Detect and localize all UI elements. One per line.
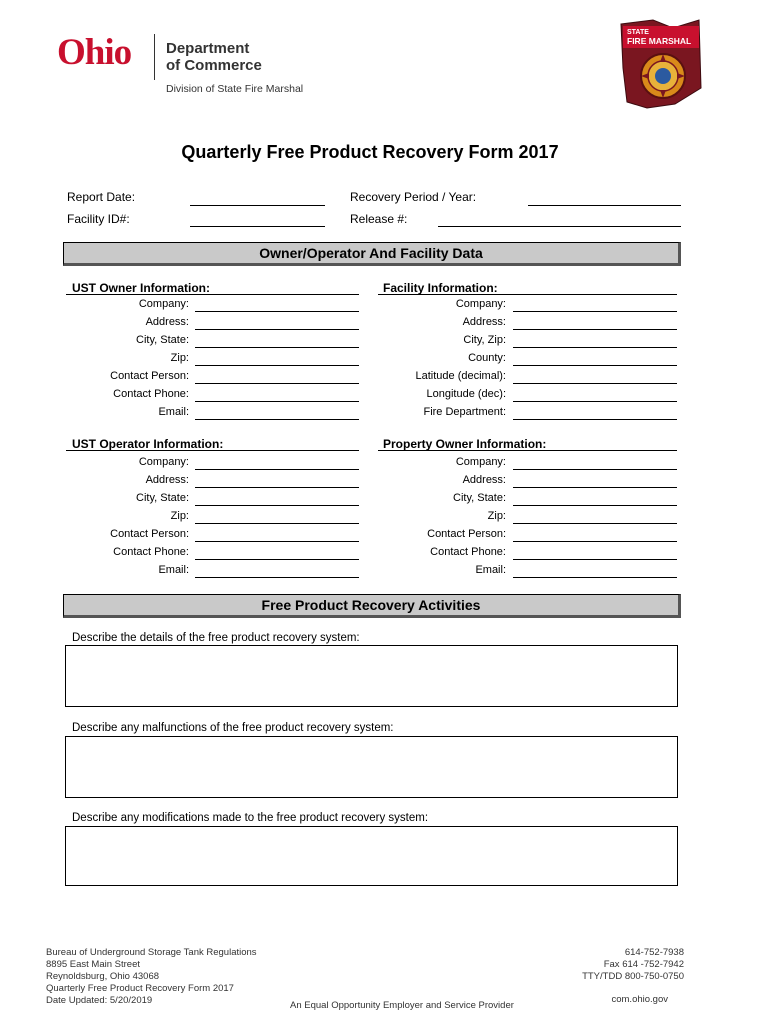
footer-bureau: Bureau of Underground Storage Tank Regulations: [46, 947, 257, 958]
ust-owner-phone-label: Contact Phone:: [113, 388, 189, 400]
ust-owner-contact-label: Contact Person:: [110, 370, 189, 382]
release-label: Release #:: [350, 212, 408, 226]
facility-latitude-label: Latitude (decimal):: [415, 370, 506, 382]
property-owner-contact-field[interactable]: [513, 541, 677, 542]
ust-owner-email-field[interactable]: [195, 419, 359, 420]
facility-county-field[interactable]: [513, 365, 677, 366]
ust-operator-heading-rule: [66, 450, 359, 451]
property-owner-email-label: Email:: [475, 564, 506, 576]
ust-operator-contact-label: Contact Person:: [110, 528, 189, 540]
ust-owner-company-label: Company:: [138, 298, 189, 310]
ust-operator-address-label: Address:: [145, 474, 189, 486]
property-owner-zip-field[interactable]: [513, 523, 677, 524]
property-owner-phone-field[interactable]: [513, 559, 677, 560]
facility-address-field[interactable]: [513, 329, 677, 330]
property-owner-company-label: Company:: [455, 456, 506, 468]
facility-id-label: Facility ID#:: [67, 212, 130, 226]
form-title: Quarterly Free Product Recovery Form 2017: [181, 142, 559, 162]
ust-owner-address-label: Address:: [145, 316, 189, 328]
section-recovery-activities-title: Free Product Recovery Activities: [63, 594, 681, 618]
property-owner-company-field[interactable]: [513, 469, 677, 470]
logo-divider: [154, 34, 155, 80]
ust-owner-email-label: Email:: [158, 406, 189, 418]
modifications-label: Describe any modifications made to the free product recovery system:: [72, 812, 429, 824]
seal-top-text: STATE: [627, 29, 649, 36]
modifications-textbox[interactable]: [65, 826, 678, 886]
recovery-details-textbox[interactable]: [65, 645, 678, 707]
property-owner-email-field[interactable]: [513, 577, 677, 578]
ust-operator-email-field[interactable]: [195, 577, 359, 578]
property-owner-address-field[interactable]: [513, 487, 677, 488]
footer-date-updated: Date Updated: 5/20/2019: [46, 995, 153, 1006]
seal-main-text: FIRE MARSHAL: [627, 36, 692, 46]
recovery-details-label: Describe the details of the free product recovery system:: [72, 632, 360, 644]
malfunctions-label: Describe any malfunctions of the free product recovery system:: [72, 722, 394, 734]
facility-fire-dept-label: Fire Department:: [423, 406, 506, 418]
ust-operator-company-field[interactable]: [195, 469, 359, 470]
ust-operator-address-field[interactable]: [195, 487, 359, 488]
facility-company-label: Company:: [455, 298, 506, 310]
recovery-period-label: Recovery Period / Year:: [350, 190, 477, 204]
facility-city-label: City, Zip:: [463, 334, 506, 346]
ust-owner-zip-field[interactable]: [195, 365, 359, 366]
ust-owner-heading: UST Owner Information:: [72, 281, 210, 295]
fire-marshal-seal-icon: [617, 18, 703, 110]
ust-owner-contact-field[interactable]: [195, 383, 359, 384]
footer-website[interactable]: com.ohio.gov: [611, 994, 668, 1005]
ust-operator-company-label: Company:: [138, 456, 189, 468]
ust-owner-address-field[interactable]: [195, 329, 359, 330]
facility-company-field[interactable]: [513, 311, 677, 312]
report-date-label: Report Date:: [67, 190, 136, 204]
facility-heading: Facility Information:: [383, 281, 498, 295]
footer-contact: [520, 947, 684, 983]
footer-equal-opportunity: An Equal Opportunity Employer and Service Provider: [290, 1000, 514, 1011]
report-date-field[interactable]: [190, 205, 325, 206]
dept-line-2: of Commerce: [166, 57, 262, 74]
ust-owner-city-label: City, State:: [136, 334, 189, 346]
footer-street: 8895 East Main Street: [46, 959, 140, 970]
ust-operator-phone-field[interactable]: [195, 559, 359, 560]
property-owner-heading: Property Owner Information:: [383, 437, 547, 451]
footer-city: Reynoldsburg, Ohio 43068: [46, 971, 160, 982]
ust-owner-phone-field[interactable]: [195, 401, 359, 402]
ust-operator-zip-label: Zip:: [170, 510, 189, 522]
footer-tty: TTY/TDD 800-750-0750: [582, 971, 684, 982]
facility-heading-rule: [378, 294, 677, 295]
footer-address: [46, 947, 257, 1007]
malfunctions-textbox[interactable]: [65, 736, 678, 798]
property-owner-heading-rule: [378, 450, 677, 451]
release-field[interactable]: [438, 226, 681, 227]
facility-latitude-field[interactable]: [513, 383, 677, 384]
facility-city-field[interactable]: [513, 347, 677, 348]
ust-owner-zip-label: Zip:: [170, 352, 189, 364]
footer-phone: 614-752-7938: [624, 947, 684, 958]
ust-operator-phone-label: Contact Phone:: [113, 546, 189, 558]
ust-operator-zip-field[interactable]: [195, 523, 359, 524]
dept-line-1: Department: [166, 40, 250, 57]
ust-owner-heading-rule: [66, 294, 359, 295]
property-owner-zip-label: Zip:: [487, 510, 506, 522]
footer-fax: Fax 614 -752-7942: [603, 959, 684, 970]
property-owner-phone-label: Contact Phone:: [430, 546, 506, 558]
property-owner-city-field[interactable]: [513, 505, 677, 506]
ust-operator-email-label: Email:: [158, 564, 189, 576]
facility-longitude-field[interactable]: [513, 401, 677, 402]
ust-owner-company-field[interactable]: [195, 311, 359, 312]
footer-form-name: Quarterly Free Product Recovery Form 2017: [46, 983, 234, 994]
division-name: Division of State Fire Marshal: [166, 83, 304, 95]
facility-longitude-label: Longitude (dec):: [426, 388, 506, 400]
ust-operator-city-field[interactable]: [195, 505, 359, 506]
facility-fire-dept-field[interactable]: [513, 419, 677, 420]
property-owner-address-label: Address:: [462, 474, 506, 486]
recovery-period-field[interactable]: [528, 205, 681, 206]
ust-operator-contact-field[interactable]: [195, 541, 359, 542]
facility-id-field[interactable]: [190, 226, 325, 227]
ust-operator-city-label: City, State:: [136, 492, 189, 504]
ust-owner-city-field[interactable]: [195, 347, 359, 348]
property-owner-contact-label: Contact Person:: [427, 528, 506, 540]
facility-address-label: Address:: [462, 316, 506, 328]
ohio-logo: Ohio: [57, 32, 132, 73]
property-owner-city-label: City, State:: [453, 492, 506, 504]
section-owner-operator-title: Owner/Operator And Facility Data: [63, 242, 681, 266]
department-name: [166, 40, 262, 74]
facility-county-label: County:: [468, 352, 506, 364]
ust-operator-heading: UST Operator Information:: [72, 437, 224, 451]
